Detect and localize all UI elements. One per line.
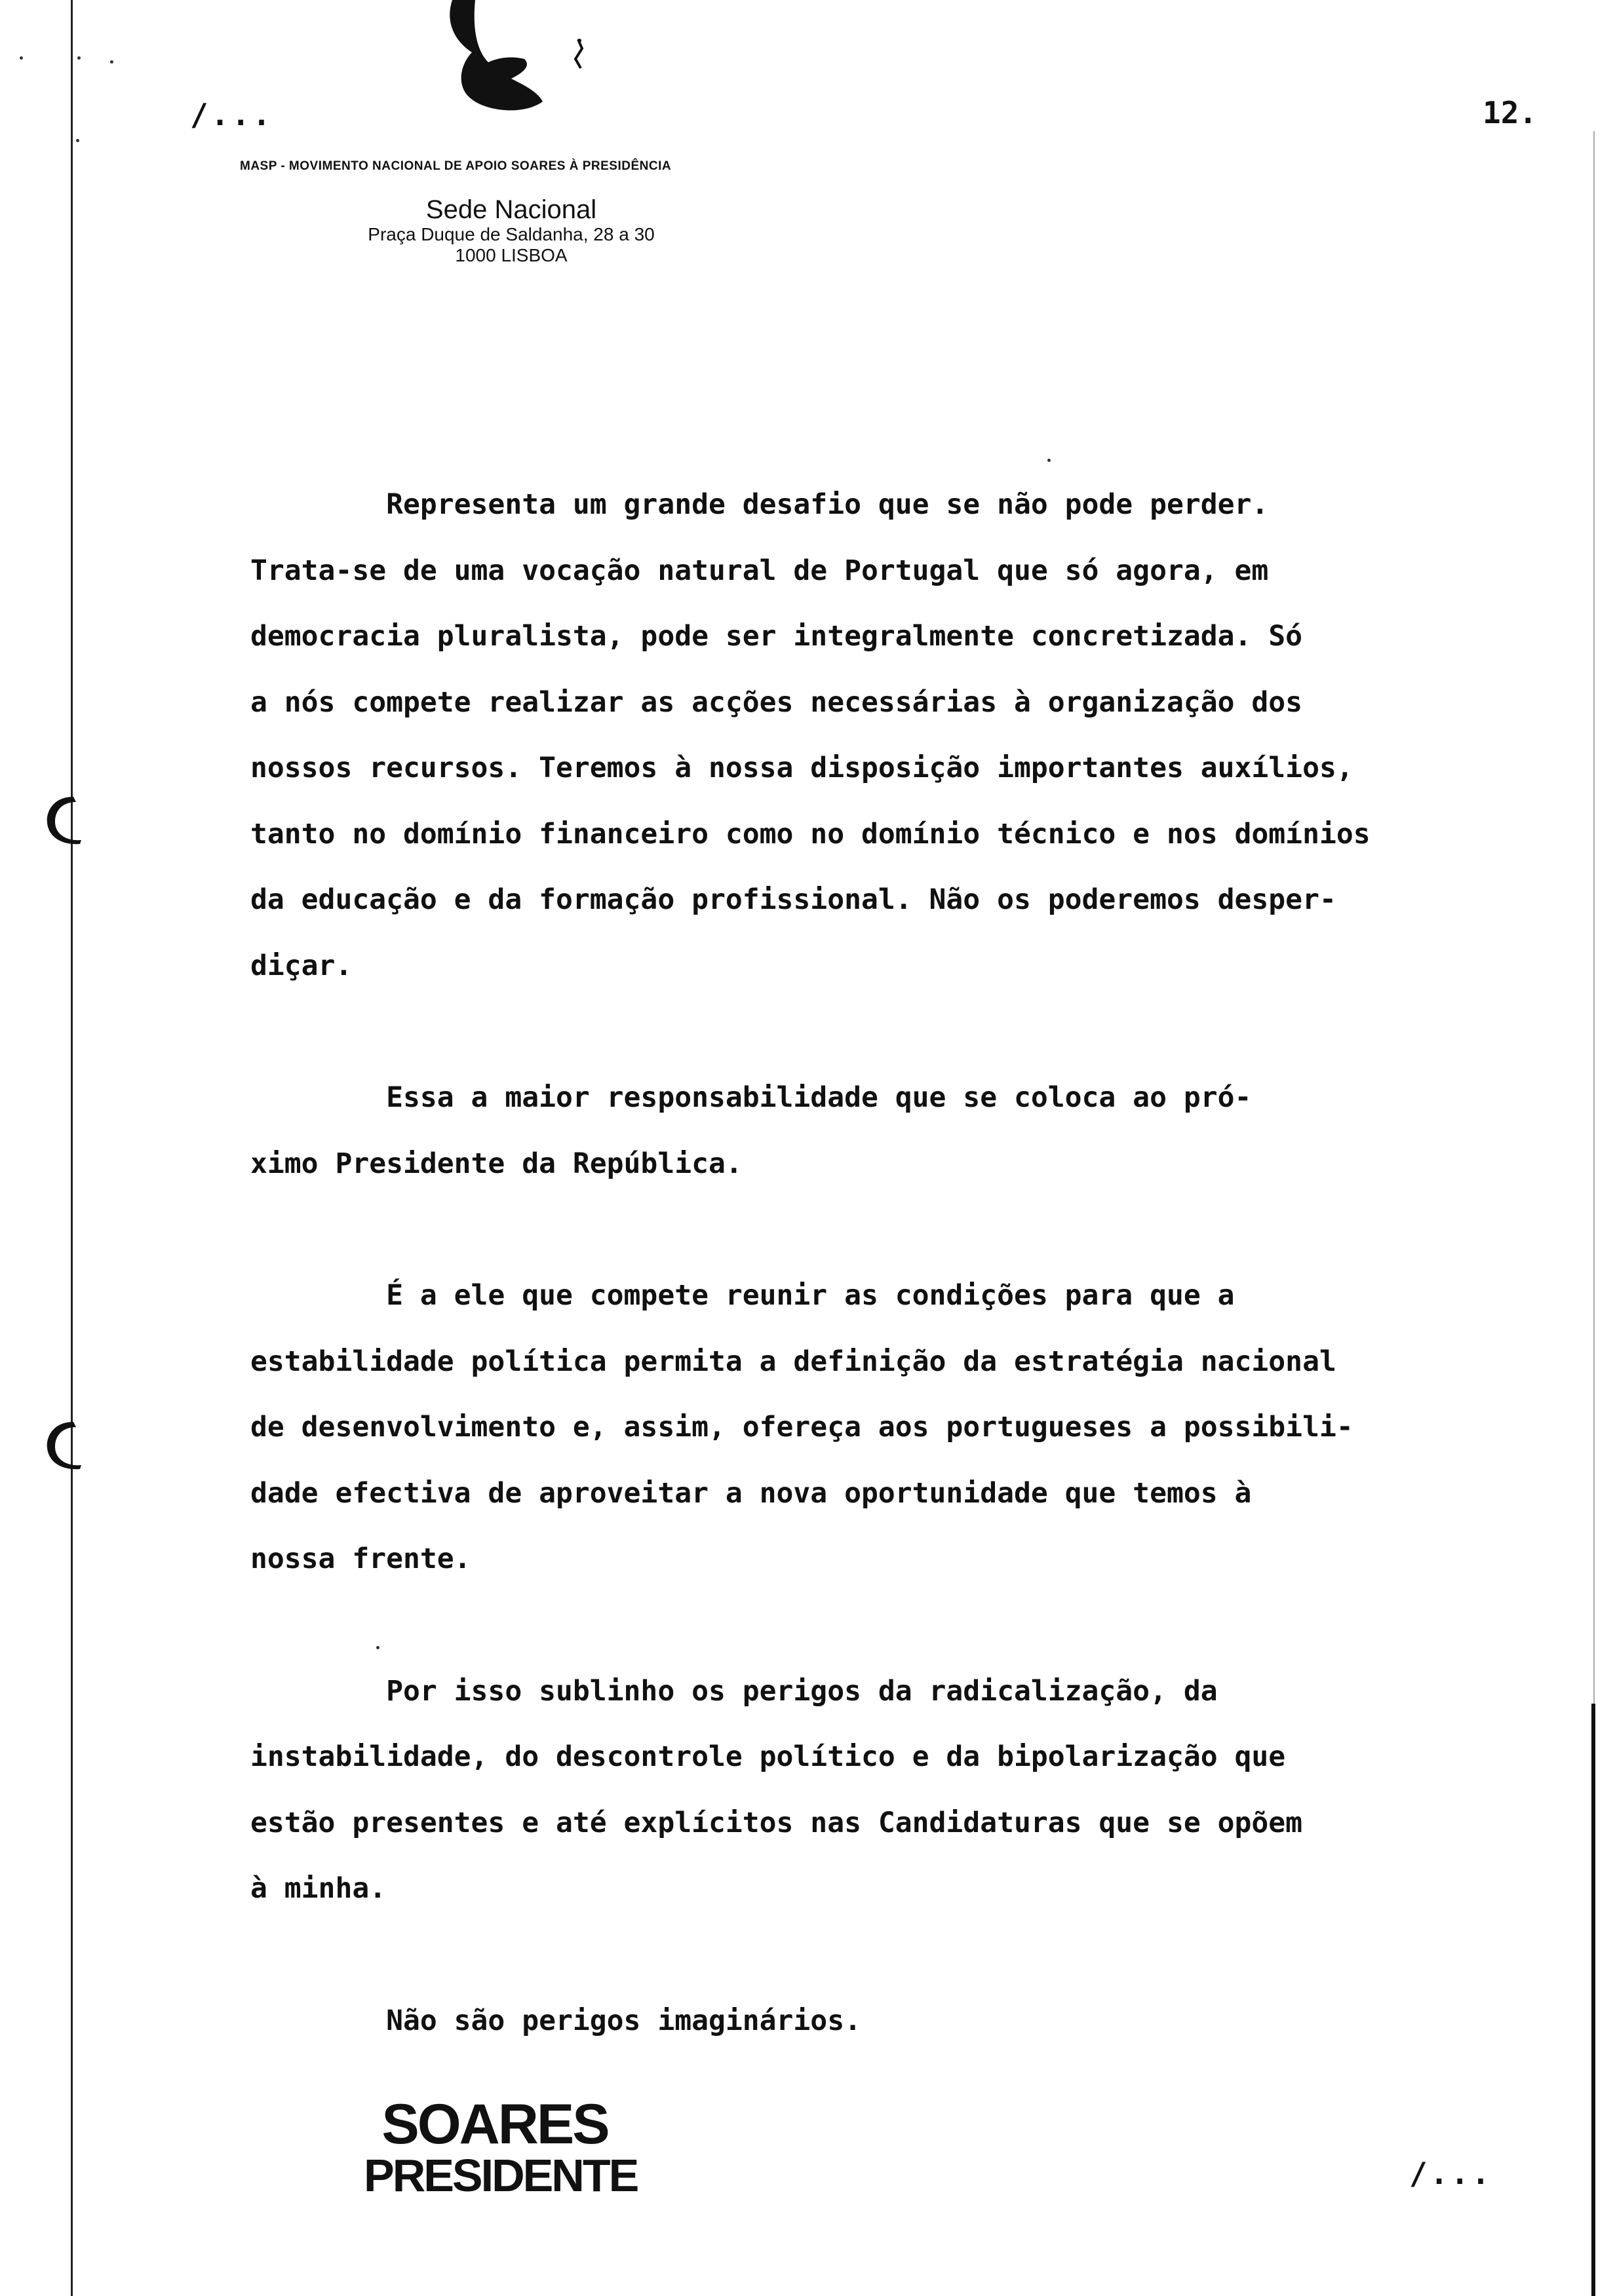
sede-city: 1000 LISBOA [455, 245, 568, 265]
letter-body [250, 472, 1581, 2054]
paragraph [250, 1988, 1581, 2054]
footer-continuation-mark: /... [1409, 2156, 1492, 2191]
paragraph-gap [250, 1922, 1581, 1988]
paragraph-gap [250, 1592, 1581, 1658]
text-line: democracia pluralista, pode ser integralmente concretizada. Só [250, 620, 1303, 653]
text-line: instabilidade, do descontrole político e da bipolarização que [250, 1740, 1286, 1773]
text-line: de desenvolvimento e, assim, ofereça aos portugueses a possibili- [250, 1411, 1353, 1444]
sede-address-block [315, 195, 708, 266]
sede-address: Praça Duque de Saldanha, 28 a 30 [368, 224, 655, 244]
brand-soares: SOARES [381, 2093, 608, 2156]
paragraph [250, 1065, 1581, 1196]
scan-left-edge-line [71, 0, 73, 2296]
text-line: dade efectiva de aproveitar a nova oportunidade que temos à [250, 1476, 1252, 1510]
text-line: nossa frente. [250, 1542, 471, 1575]
text-line: Essa a maior responsabilidade que se coloca ao pró- [250, 1081, 1252, 1114]
text-line: Representa um grande desafio que se não pode perder. [250, 488, 1269, 521]
sede-title: Sede Nacional [425, 195, 597, 224]
text-line: Por isso sublinho os perigos da radicalização, da [250, 1674, 1218, 1708]
text-line: tanto no domínio financeiro como no domínio técnico e nos domínios [250, 817, 1371, 851]
paragraph [250, 1658, 1581, 1922]
scan-speck [76, 139, 79, 142]
text-line: estão presentes e até explícitos nas Candidaturas que se opõem [250, 1806, 1303, 1839]
punch-hole-icon [41, 792, 87, 851]
scan-speck [77, 56, 81, 60]
text-line: ximo Presidente da República. [250, 1147, 743, 1180]
text-line: Não são perigos imaginários. [250, 2004, 861, 2037]
text-line: nossos recursos. Teremos à nossa disposição importantes auxílios, [250, 752, 1353, 784]
text-line: É a ele que compete reunir as condições para que a [250, 1279, 1235, 1312]
scan-speck [110, 60, 113, 64]
hand-ballot-logo-icon [426, 0, 610, 131]
header-continuation-mark: /... [190, 97, 273, 132]
text-line: diçar. [250, 949, 353, 982]
soares-presidente-logo [364, 2093, 638, 2201]
text-line: a nós compete realizar as acções necessárias à organização dos [250, 685, 1303, 719]
page-number: 12. [1483, 95, 1538, 130]
text-line: Trata-se de uma vocação natural de Portugal que só agora, em [250, 554, 1269, 587]
paragraph [250, 1263, 1581, 1592]
organization-letterhead: MASP - MOVIMENTO NACIONAL DE APOIO SOARES À PRESIDÊNCIA [240, 159, 672, 173]
punch-hole-icon [41, 1417, 87, 1476]
scan-right-edge-bar [1591, 1704, 1595, 2296]
scan-speck [20, 56, 23, 60]
scan-right-edge-line [1593, 131, 1595, 1704]
text-line: estabilidade política permita a definição da estratégia nacional [250, 1345, 1336, 1378]
brand-presidente: PRESIDENTE [364, 2150, 638, 2201]
scan-speck [1047, 459, 1051, 462]
text-line: da educação e da formação profissional. Não os poderemos desper- [250, 883, 1336, 916]
paragraph [250, 472, 1581, 999]
paragraph-gap [250, 1196, 1581, 1263]
text-line: à minha. [250, 1872, 387, 1905]
paragraph-gap [250, 999, 1581, 1065]
